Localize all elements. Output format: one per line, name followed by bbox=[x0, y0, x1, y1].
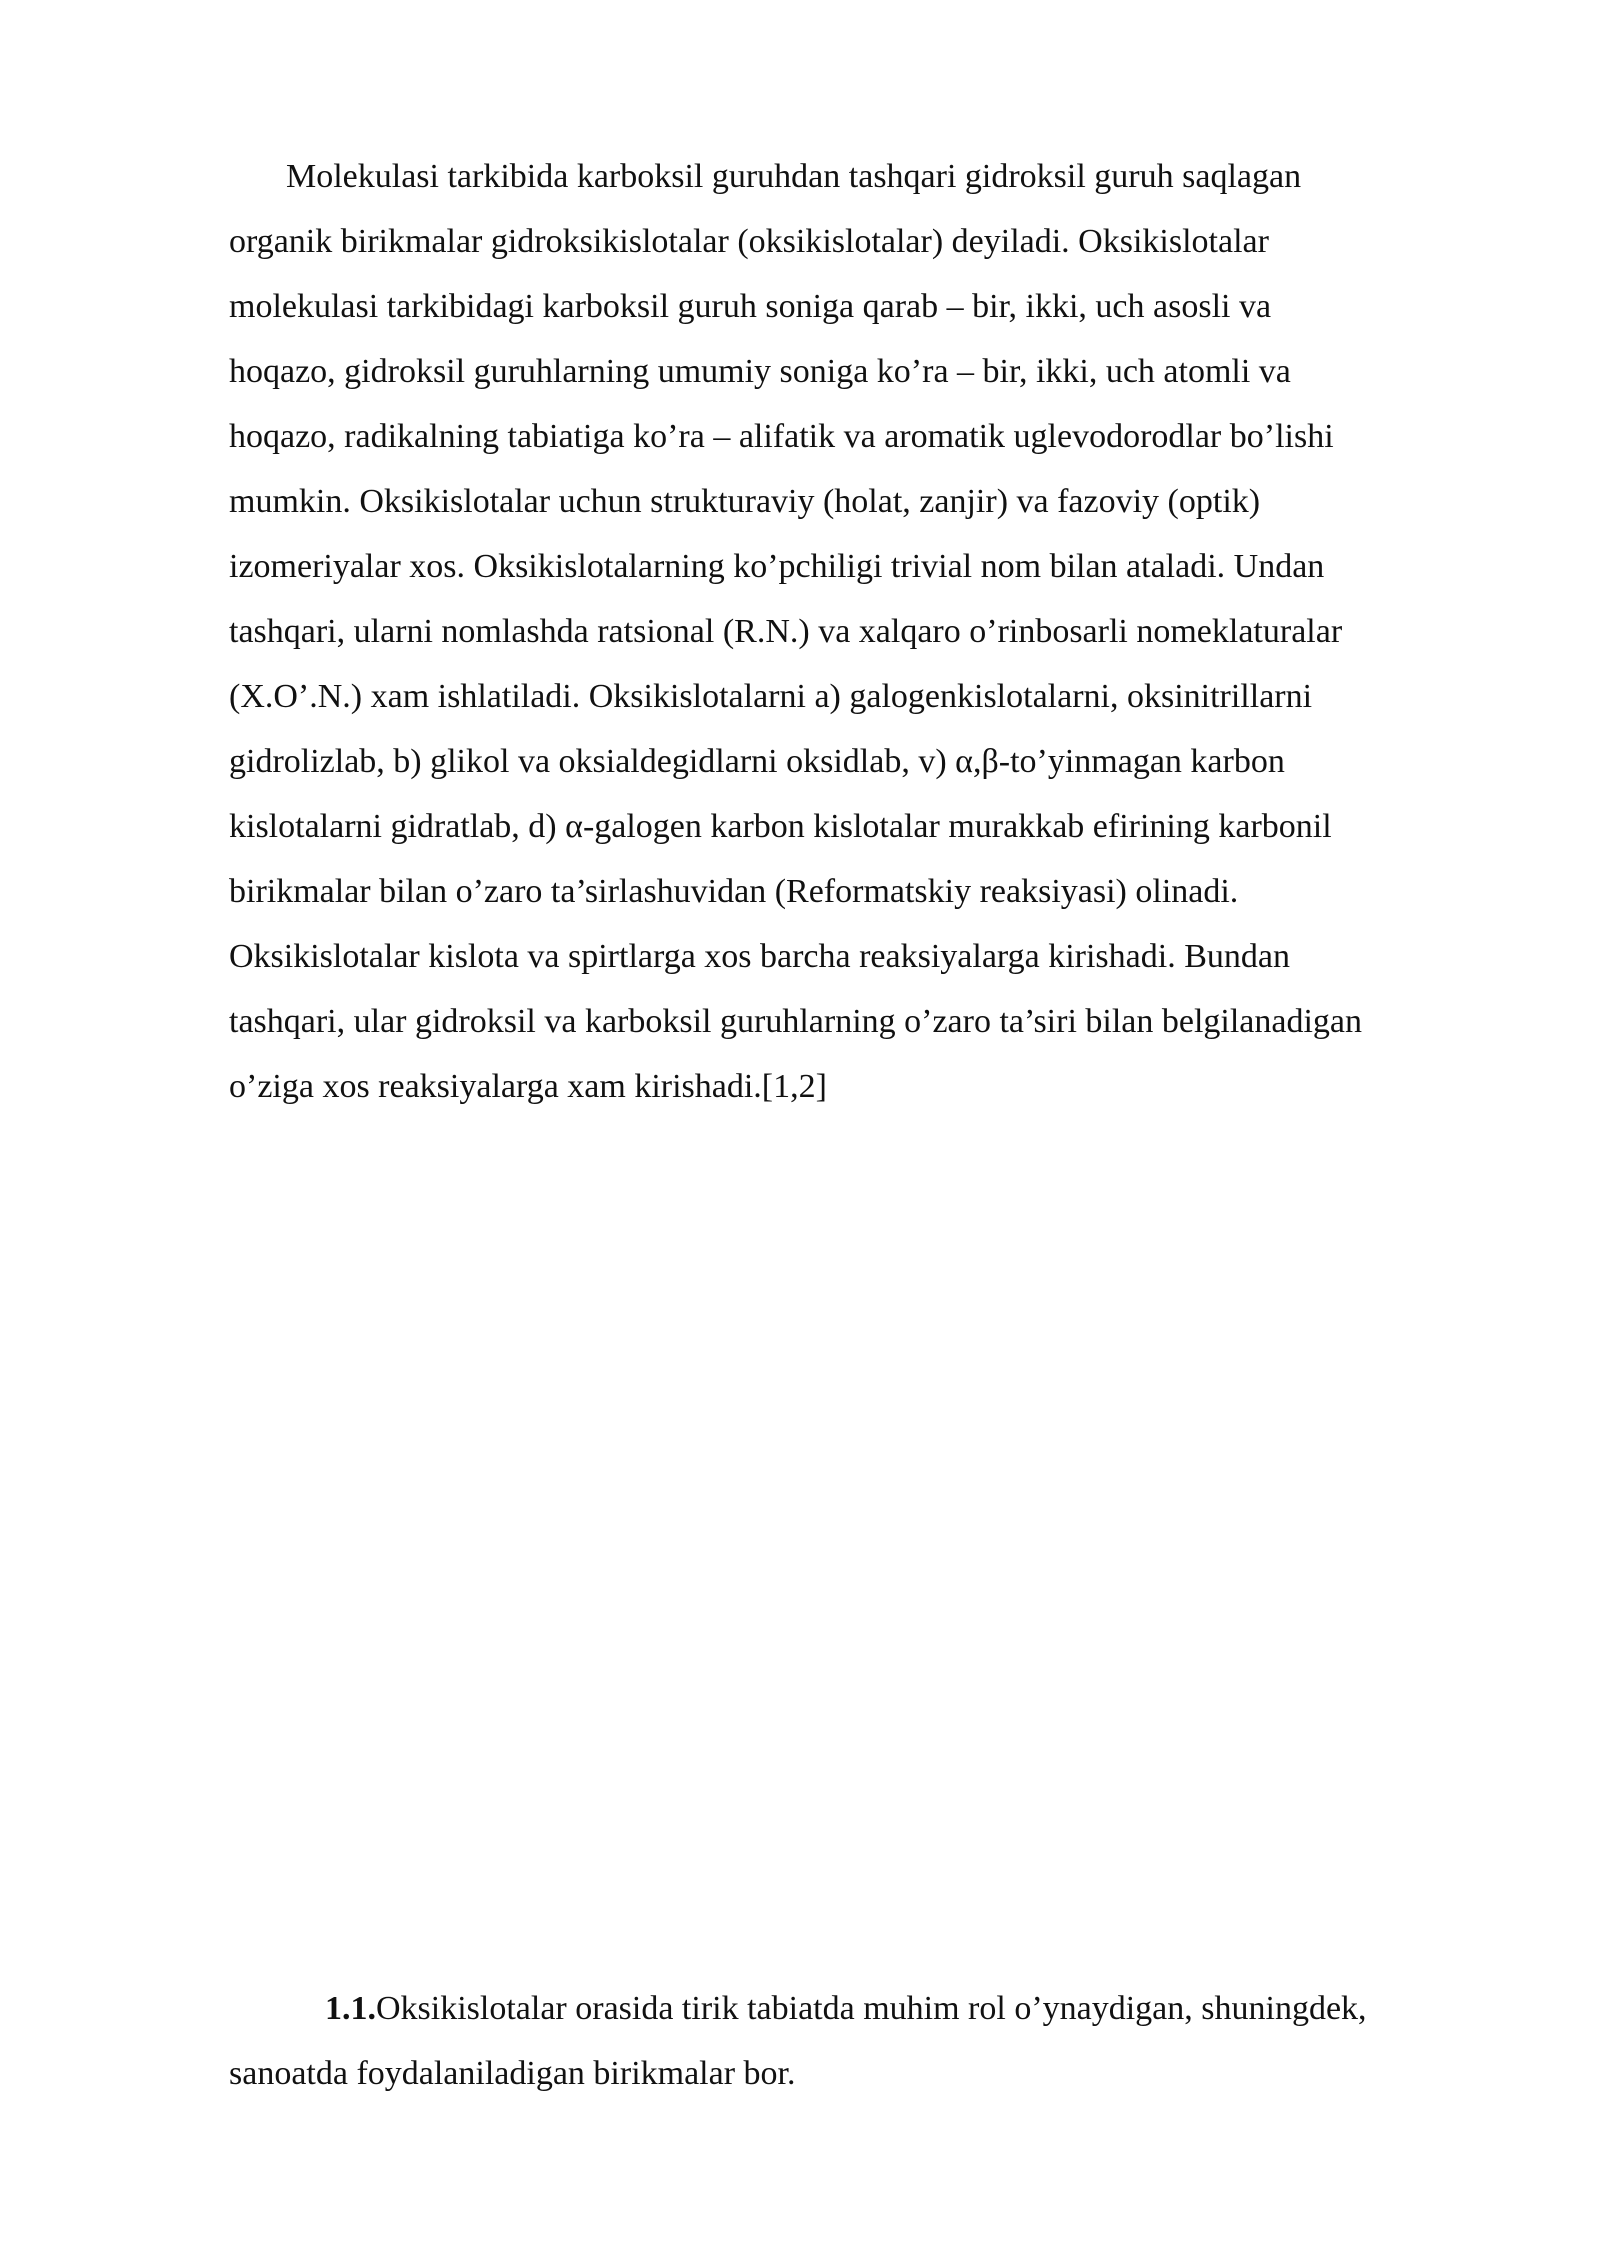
section-text: Oksikislotalar orasida tirik tabiatda muhim rol o’ynaydigan, shuningdek, bbox=[376, 1990, 1367, 2027]
section-number: 1.1. bbox=[325, 1990, 376, 2027]
paragraph-line: organik birikmalar gidroksikislotalar (oksikislotalar) deyiladi. Oksikislotalar bbox=[229, 223, 1269, 260]
paragraph-line: kislotalarni gidratlab, d) α-galogen karbon kislotalar murakkab efirining karbonil bbox=[229, 808, 1332, 845]
paragraph-line: tashqari, ularni nomlashda ratsional (R.N.) va xalqaro o’rinbosarli nomeklaturalar bbox=[229, 613, 1343, 650]
paragraph-line: gidrolizlab, b) glikol va oksialdegidlarni oksidlab, v) α,β-to’yinmagan karbon bbox=[229, 743, 1285, 780]
section-first-line bbox=[325, 1976, 1367, 2041]
paragraph-line: (X.O’.N.) xam ishlatiladi. Oksikislotalarni a) galogenkislotalarni, oksinitrillarni bbox=[229, 678, 1313, 715]
paragraph-line: tashqari, ular gidroksil va karboksil guruhlarning o’zaro ta’siri bilan belgilanadigan bbox=[229, 1003, 1363, 1040]
paragraph-line: Oksikislotalar kislota va spirtlarga xos barcha reaksiyalarga kirishadi. Bundan bbox=[229, 938, 1290, 975]
section-second-line: sanoatda foydalaniladigan birikmalar bor. bbox=[229, 2055, 796, 2092]
paragraph-line: birikmalar bilan o’zaro ta’sirlashuvidan (Reformatskiy reaksiyasi) olinadi. bbox=[229, 873, 1239, 910]
paragraph-line: o’ziga xos reaksiyalarga xam kirishadi.[1,2] bbox=[229, 1068, 827, 1105]
paragraph-line: hoqazo, radikalning tabiatiga ko’ra – alifatik va aromatik uglevodorodlar bo’lishi bbox=[229, 418, 1334, 455]
paragraph-line: Molekulasi tarkibida karboksil guruhdan tashqari gidroksil guruh saqlagan bbox=[286, 158, 1302, 195]
paragraph-line: hoqazo, gidroksil guruhlarning umumiy soniga ko’ra – bir, ikki, uch atomli va bbox=[229, 353, 1291, 390]
paragraph-line: molekulasi tarkibidagi karboksil guruh soniga qarab – bir, ikki, uch asosli va bbox=[229, 288, 1272, 325]
paragraph-line: izomeriyalar xos. Oksikislotalarning ko’pchiligi trivial nom bilan ataladi. Undan bbox=[229, 548, 1325, 585]
paragraph-line: mumkin. Oksikislotalar uchun strukturaviy (holat, zanjir) va fazoviy (optik) bbox=[229, 483, 1261, 520]
